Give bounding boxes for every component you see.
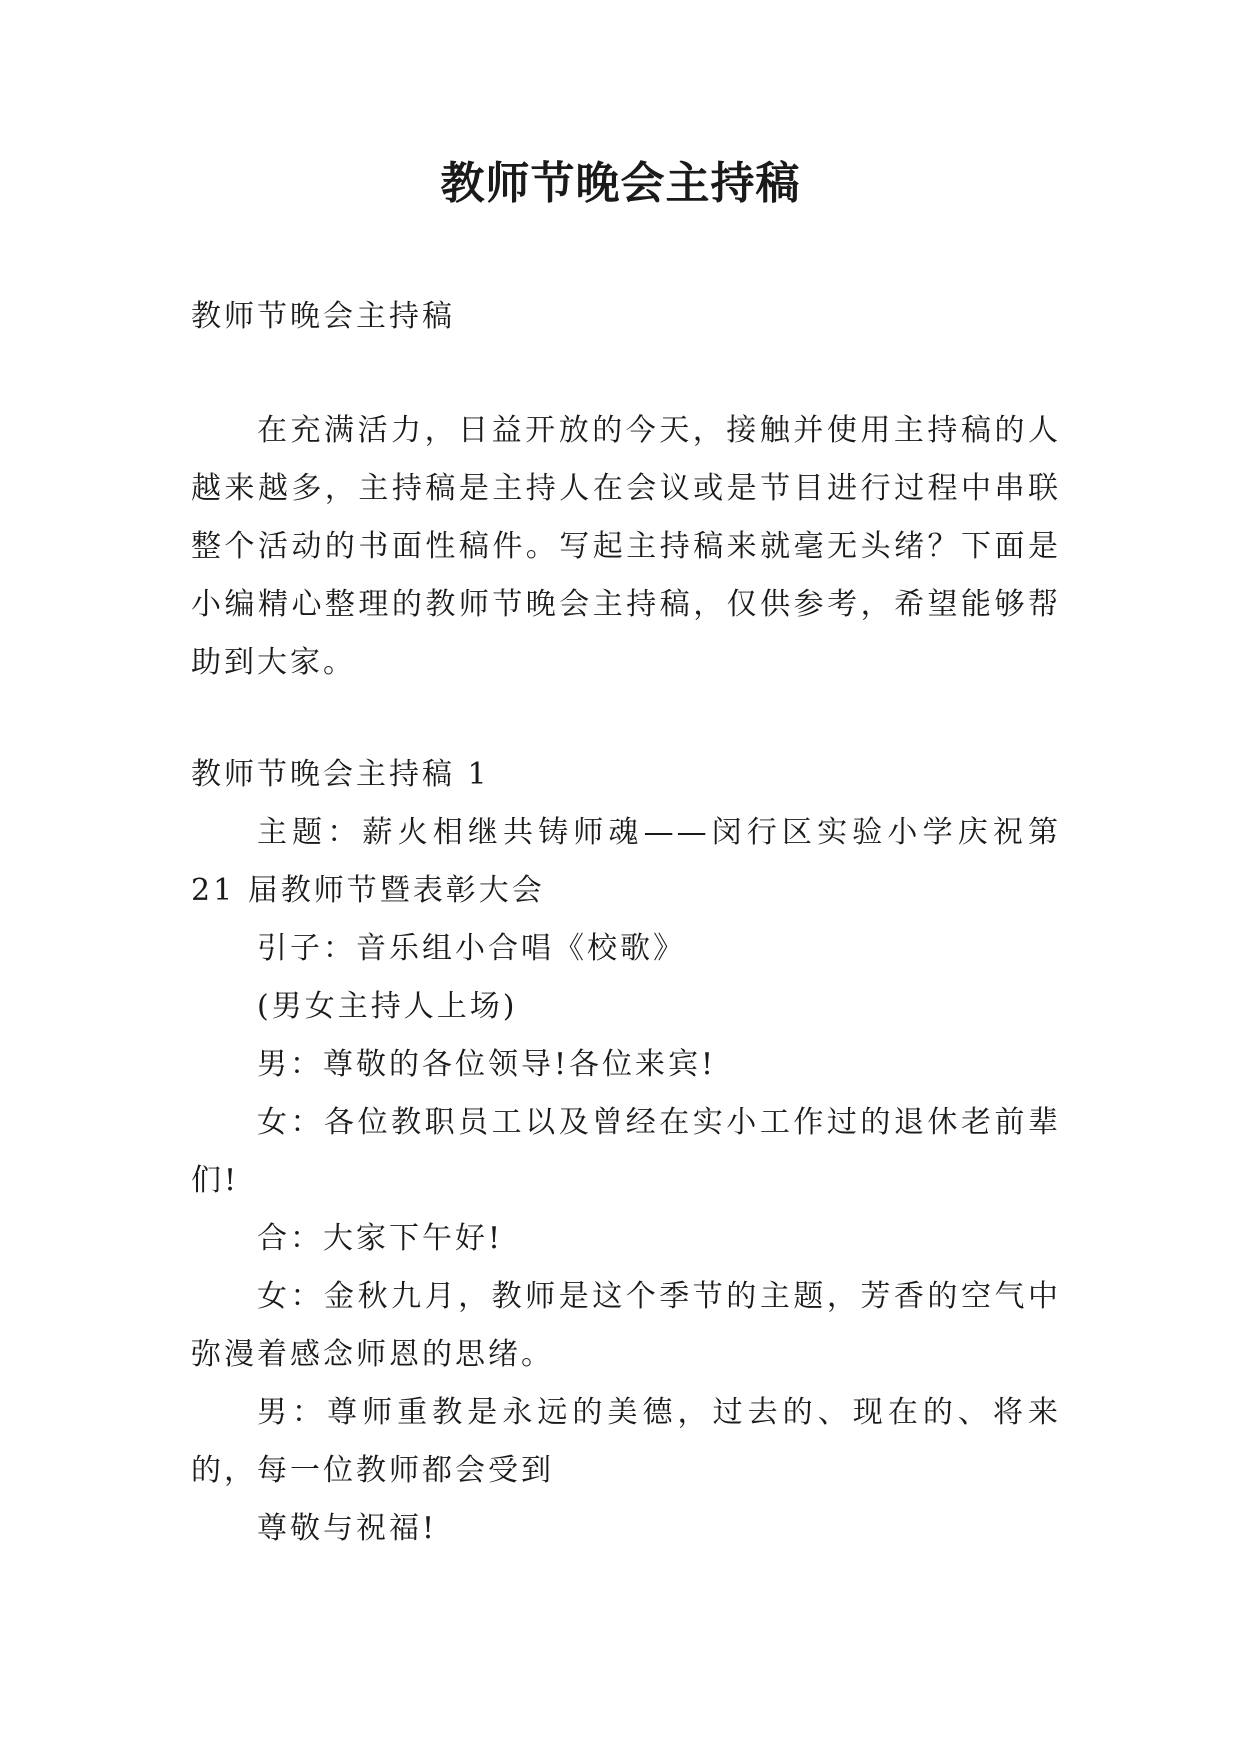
theme-paragraph: 主题：薪火相继共铸师魂——闵行区实验小学庆祝第 21 届教师节暨表彰大会	[191, 815, 1061, 908]
dialogue-paragraph: 男：尊师重教是永远的美德，过去的、现在的、将来的，每一位教师都会受到	[191, 1395, 1061, 1488]
section-heading: 教师节晚会主持稿 1	[191, 757, 490, 792]
dialogue-paragraph: 女：金秋九月，教师是这个季节的主题，芳香的空气中弥漫着感念师恩的思绪。	[191, 1279, 1061, 1372]
prelude-paragraph: 引子：音乐组小合唱《校歌》	[257, 931, 686, 966]
dialogue-paragraph: 男：尊敬的各位领导!各位来宾!	[257, 1047, 717, 1082]
document-body	[191, 288, 1061, 1558]
intro-paragraph: 在充满活力，日益开放的今天，接触并使用主持稿的人越来越多，主持稿是主持人在会议或是节目进行过程中串联整个活动的书面性稿件。写起主持稿来就毫无头绪？下面是小编精心整理的教师节晚会主持稿，仅供参考，希望能够帮助到大家。	[191, 413, 1061, 680]
dialogue-paragraph: 尊敬与祝福!	[257, 1511, 438, 1546]
dialogue-paragraph: 合：大家下午好!	[257, 1221, 504, 1256]
document-title: 教师节晚会主持稿	[440, 158, 801, 209]
stage-direction-paragraph: (男女主持人上场)	[257, 989, 518, 1024]
subtitle-paragraph: 教师节晚会主持稿	[191, 299, 455, 334]
dialogue-paragraph: 女：各位教职员工以及曾经在实小工作过的退休老前辈们!	[191, 1105, 1061, 1198]
